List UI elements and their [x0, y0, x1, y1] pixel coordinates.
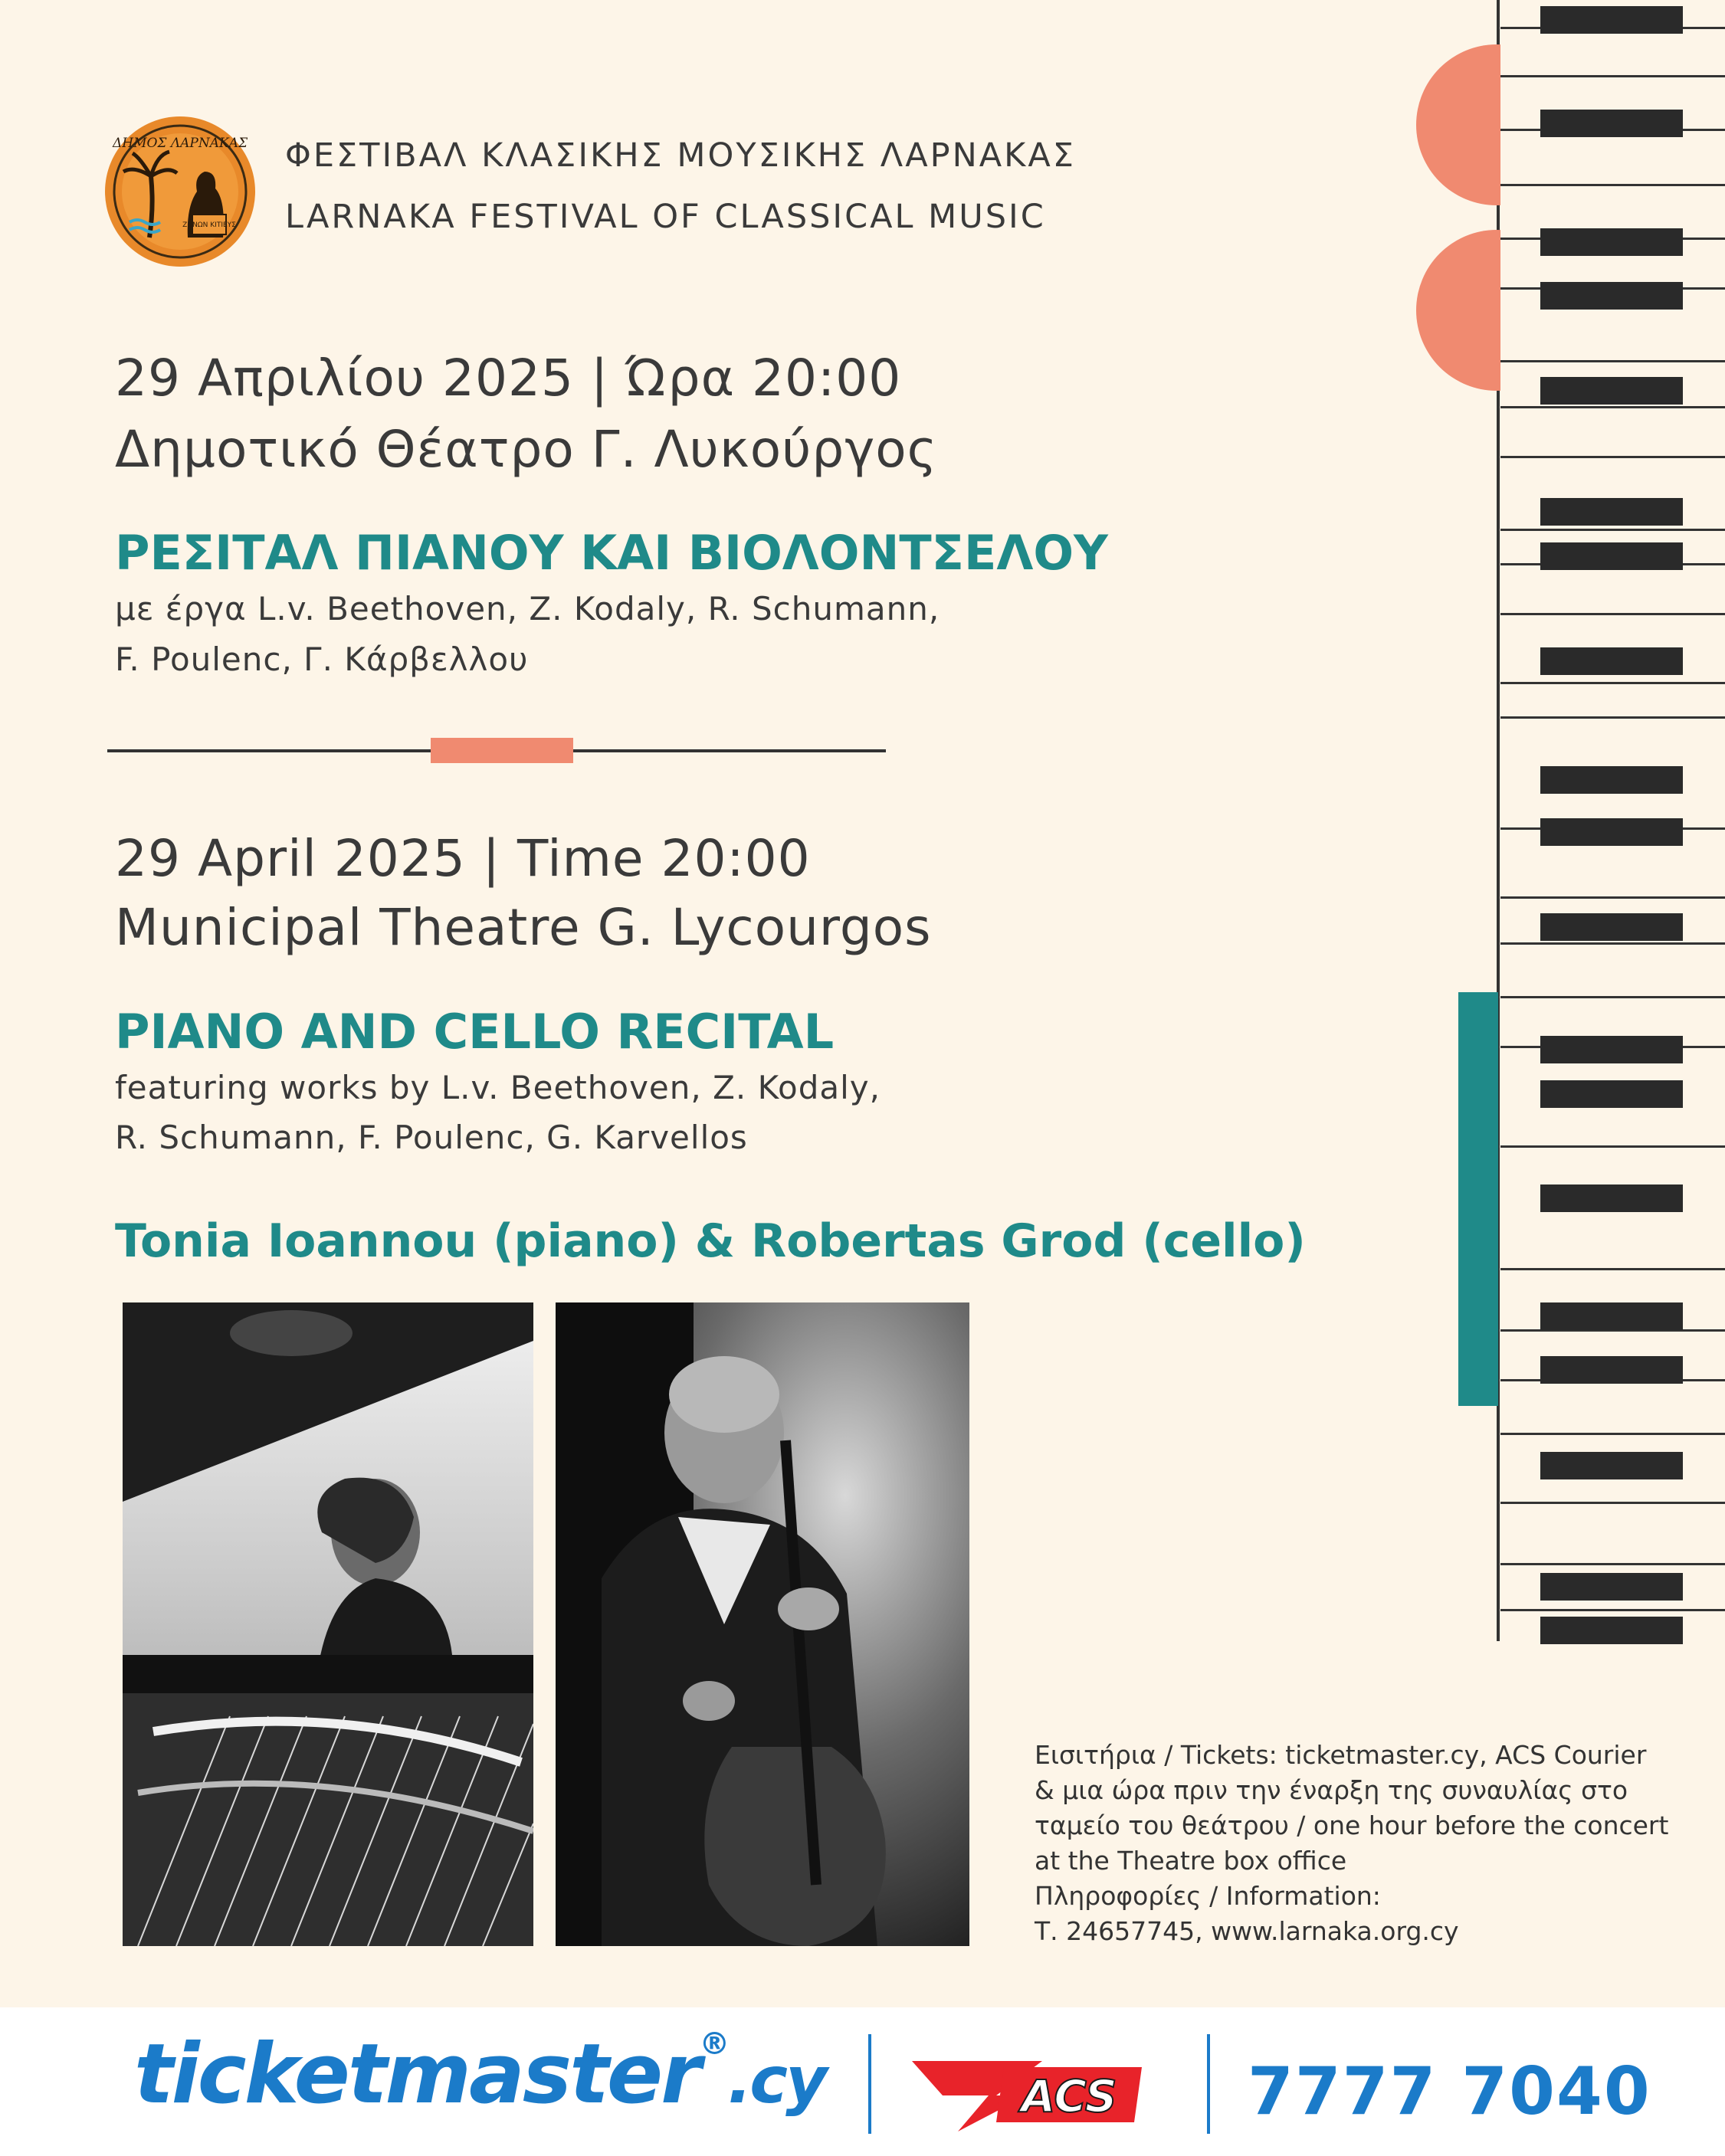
- black-key: [1540, 377, 1683, 405]
- black-key: [1540, 1184, 1683, 1212]
- logo-top-text: ΔΗΜΟΣ ΛΑΡΝΑΚΑΣ: [112, 136, 248, 151]
- black-key: [1540, 1302, 1683, 1330]
- cellist-photo: [556, 1302, 969, 1946]
- divider-accent: [431, 738, 573, 763]
- black-key: [1540, 913, 1683, 941]
- key-line: [1500, 996, 1725, 998]
- recital-title-greek: ΡΕΣΙΤΑΛ ΠΙΑΝΟΥ ΚΑΙ ΒΙΟΛΟΝΤΣΕΛΟΥ: [115, 525, 1108, 581]
- ticketmaster-cy: .cy: [727, 2043, 825, 2118]
- tickets-line-3: ταμείο του θεάτρου / one hour before the concert: [1035, 1810, 1669, 1840]
- key-line: [1500, 184, 1725, 186]
- performers: Tonia Ioannou (piano) & Robertas Grod (cello): [115, 1214, 1306, 1268]
- footer-separator: [868, 2034, 871, 2134]
- works-english-line-1: featuring works by L.v. Beethoven, Z. Kodaly,: [115, 1069, 881, 1106]
- black-key: [1540, 498, 1683, 526]
- acs-logo: [912, 2053, 1172, 2134]
- date-time-english: 29 April 2025 | Time 20:00: [115, 829, 811, 888]
- festival-name-greek: ΦΕΣΤΙΒΑΛ ΚΛΑΣΙΚΗΣ ΜΟΥΣΙΚΗΣ ΛΑΡΝΑΚΑΣ: [285, 136, 1076, 175]
- black-key: [1540, 818, 1683, 846]
- ticketmaster-word: ticketmaster: [134, 2027, 700, 2122]
- key-line: [1500, 1433, 1725, 1435]
- teal-accent-bar: [1458, 992, 1498, 1406]
- ticketmaster-logo: [134, 2027, 825, 2122]
- municipality-logo: [103, 115, 257, 268]
- key-line: [1500, 406, 1725, 408]
- key-line: [1500, 682, 1725, 684]
- black-key: [1540, 647, 1683, 675]
- key-line: [1500, 529, 1725, 531]
- works-greek-line-2: F. Poulenc, Γ. Κάρβελλου: [115, 641, 529, 678]
- works-english-line-2: R. Schumann, F. Poulenc, G. Karvellos: [115, 1119, 748, 1156]
- key-line: [1500, 1268, 1725, 1270]
- black-key: [1540, 1036, 1683, 1063]
- works-greek-line-1: με έργα L.v. Beethoven, Z. Kodaly, R. Schumann,: [115, 590, 940, 627]
- footer-separator: [1207, 2034, 1210, 2134]
- venue-greek: Δημοτικό Θέατρο Γ. Λυκούργος: [115, 420, 938, 479]
- info-line-2: Τ. 24657745, www.larnaka.org.cy: [1035, 1916, 1459, 1946]
- recital-title-english: PIANO AND CELLO RECITAL: [115, 1004, 835, 1060]
- pianist-photo: [123, 1302, 533, 1946]
- logo-name-text: ΖΗΝΩΝ ΚΙΤΙΕΥΣ: [182, 221, 236, 229]
- key-line: [1500, 360, 1725, 362]
- info-line-1: Πληροφορίες / Information:: [1035, 1881, 1381, 1911]
- black-key: [1540, 228, 1683, 256]
- black-key: [1540, 1617, 1683, 1644]
- key-line: [1500, 456, 1725, 458]
- key-line: [1500, 716, 1725, 719]
- key-line: [1500, 75, 1725, 77]
- black-key: [1540, 1452, 1683, 1479]
- key-line: [1500, 613, 1725, 615]
- key-line: [1500, 942, 1725, 945]
- key-line: [1500, 1502, 1725, 1504]
- acs-phone-number: 7777 7040: [1248, 2053, 1651, 2130]
- venue-english: Municipal Theatre G. Lycourgos: [115, 898, 932, 957]
- key-line: [1500, 1609, 1725, 1611]
- black-key: [1540, 1080, 1683, 1108]
- festival-name-english: LARNAKA FESTIVAL OF CLASSICAL MUSIC: [285, 198, 1046, 236]
- black-key: [1540, 110, 1683, 137]
- black-key: [1540, 282, 1683, 310]
- tickets-line-4: at the Theatre box office: [1035, 1846, 1347, 1876]
- tickets-line-1: Εισιτήρια / Tickets: ticketmaster.cy, ACS Courier: [1035, 1740, 1647, 1770]
- key-line: [1500, 896, 1725, 899]
- black-key: [1540, 1573, 1683, 1601]
- black-key: [1540, 6, 1683, 34]
- tickets-info: [1035, 1738, 1671, 1949]
- black-key: [1540, 766, 1683, 794]
- keyboard-mask: [1500, 31, 1725, 398]
- key-line: [1500, 1563, 1725, 1565]
- black-key: [1540, 1356, 1683, 1384]
- registered-mark: ®: [699, 2027, 728, 2062]
- date-time-greek: 29 Απριλίου 2025 | Ώρα 20:00: [115, 349, 902, 408]
- key-line: [1500, 1145, 1725, 1148]
- acs-text: ACS: [1021, 2070, 1117, 2122]
- black-key: [1540, 542, 1683, 570]
- tickets-line-2: & μια ώρα πριν την έναρξη της συναυλίας στο: [1035, 1775, 1628, 1805]
